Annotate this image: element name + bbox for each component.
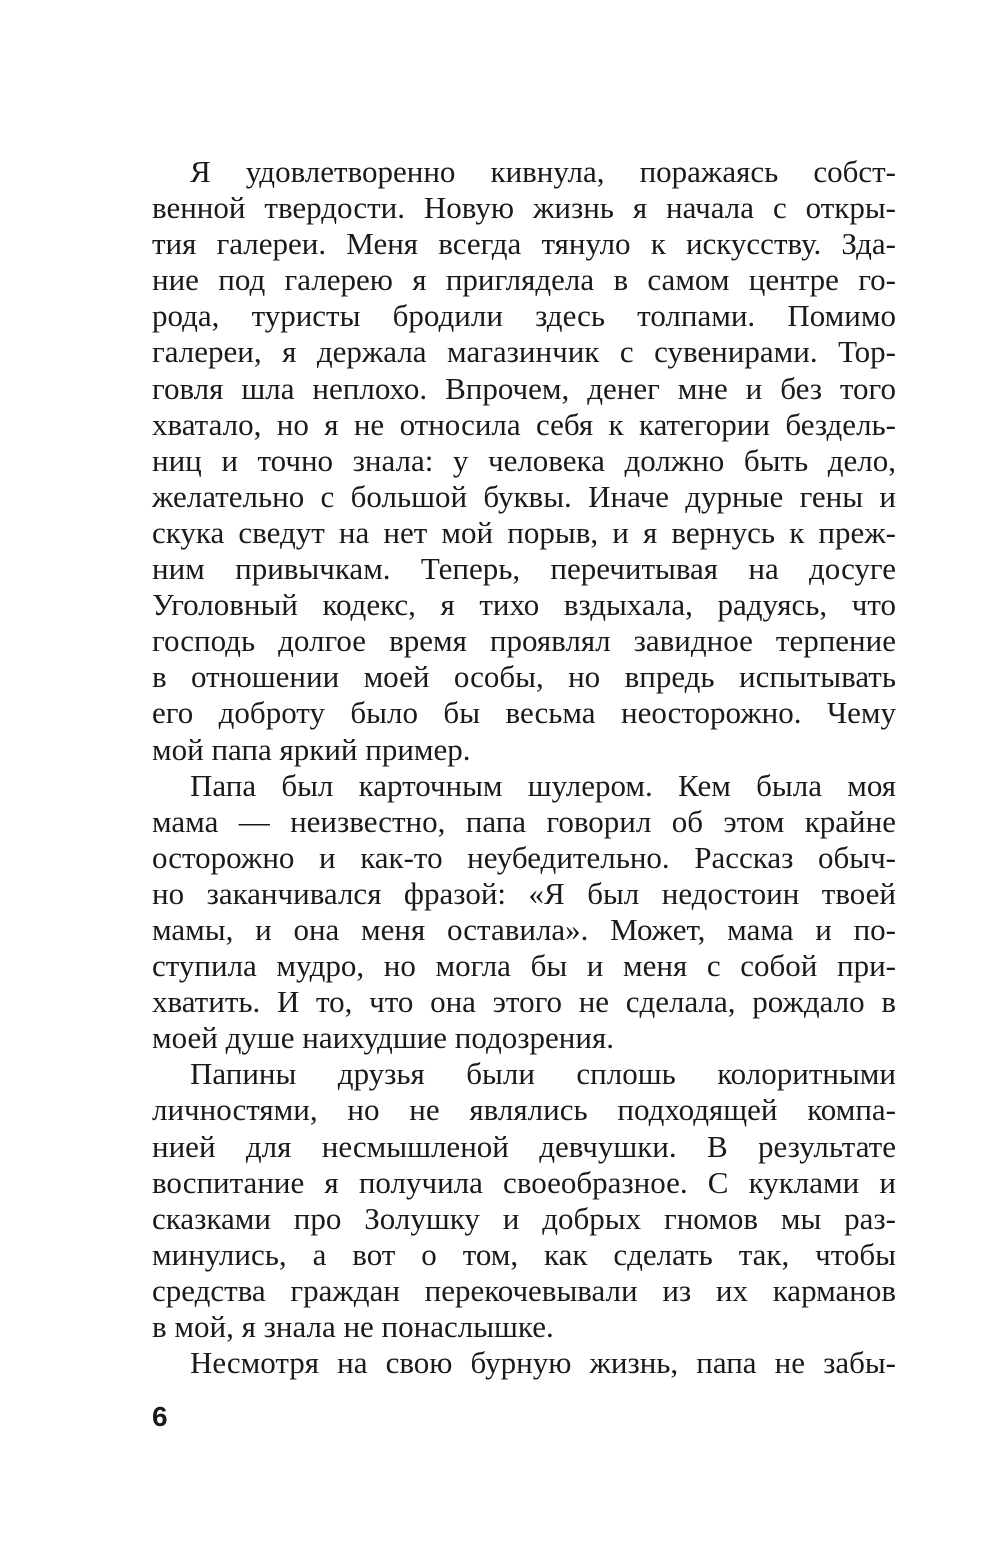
text-line: его доброту было бы весьма неосторожно. Чему	[152, 695, 896, 731]
paragraph	[152, 1345, 896, 1381]
paragraph	[152, 154, 896, 768]
text-line: минулись, а вот о том, как сделать так, чтобы	[152, 1236, 896, 1272]
text-line: хватить. И то, что она этого не сделала, рождало в	[152, 984, 896, 1020]
text-line: тия галереи. Меня всегда тянуло к искусству. Зда-	[152, 226, 896, 262]
text-line: Уголовный кодекс, я тихо вздыхала, радуясь, что	[152, 587, 896, 623]
text-line: Папины друзья были сплошь колоритными	[190, 1056, 896, 1092]
body-text	[152, 154, 896, 1381]
text-line: ступила мудро, но могла бы и меня с собой при-	[152, 948, 896, 984]
text-line: личностями, но не являлись подходящей компа-	[152, 1092, 896, 1128]
text-line: мамы, и она меня оставила». Может, мама и по-	[152, 911, 896, 947]
paragraph	[152, 1056, 896, 1345]
text-line: в отношении моей особы, но впредь испытывать	[152, 659, 896, 695]
paragraph	[152, 768, 896, 1057]
text-line: но заканчивался фразой: «Я был недостоин твоей	[152, 875, 896, 911]
text-line: Папа был карточным шулером. Кем была моя	[190, 767, 896, 803]
text-line: ниц и точно знала: у человека должно быть дело,	[152, 442, 896, 478]
text-line: ним привычкам. Теперь, перечитывая на досуге	[152, 551, 896, 587]
text-line: сказками про Золушку и добрых гномов мы раз-	[152, 1200, 896, 1236]
text-line: рода, туристы бродили здесь толпами. Помимо	[152, 298, 896, 334]
text-line: говля шла неплохо. Впрочем, денег мне и без того	[152, 370, 896, 406]
text-line: желательно с большой буквы. Иначе дурные гены и	[152, 478, 896, 514]
page-number: 6	[152, 1401, 168, 1432]
text-line: Несмотря на свою бурную жизнь, папа не забы-	[190, 1345, 896, 1381]
text-line: мама — неизвестно, папа говорил об этом крайне	[152, 803, 896, 839]
text-line: галереи, я держала магазинчик с сувенирами. Тор-	[152, 334, 896, 370]
text-line: господь долгое время проявлял завидное терпение	[152, 623, 896, 659]
text-line: в мой, я знала не понаслышке.	[152, 1309, 554, 1344]
text-line: моей душе наихудшие подозрения.	[152, 1020, 614, 1056]
text-line: осторожно и как-то неубедительно. Рассказ обыч-	[152, 839, 896, 875]
text-line: средства граждан перекочевывали из их карманов	[152, 1272, 896, 1308]
text-line: мой папа яркий пример.	[152, 731, 471, 767]
text-line: ние под галерею я приглядела в самом центре го-	[152, 262, 896, 298]
text-line: венной твердости. Новую жизнь я начала с откры-	[152, 190, 896, 226]
text-line: Я удовлетворенно кивнула, поражаясь собст-	[190, 154, 896, 189]
text-line: хватало, но я не относила себя к категории бездель-	[152, 406, 896, 442]
text-line: скука сведут на нет мой порыв, и я вернусь к преж-	[152, 514, 896, 550]
text-line: нией для несмышленой девчушки. В результате	[152, 1128, 896, 1164]
text-line: воспитание я получила своеобразное. С куклами и	[152, 1164, 896, 1200]
